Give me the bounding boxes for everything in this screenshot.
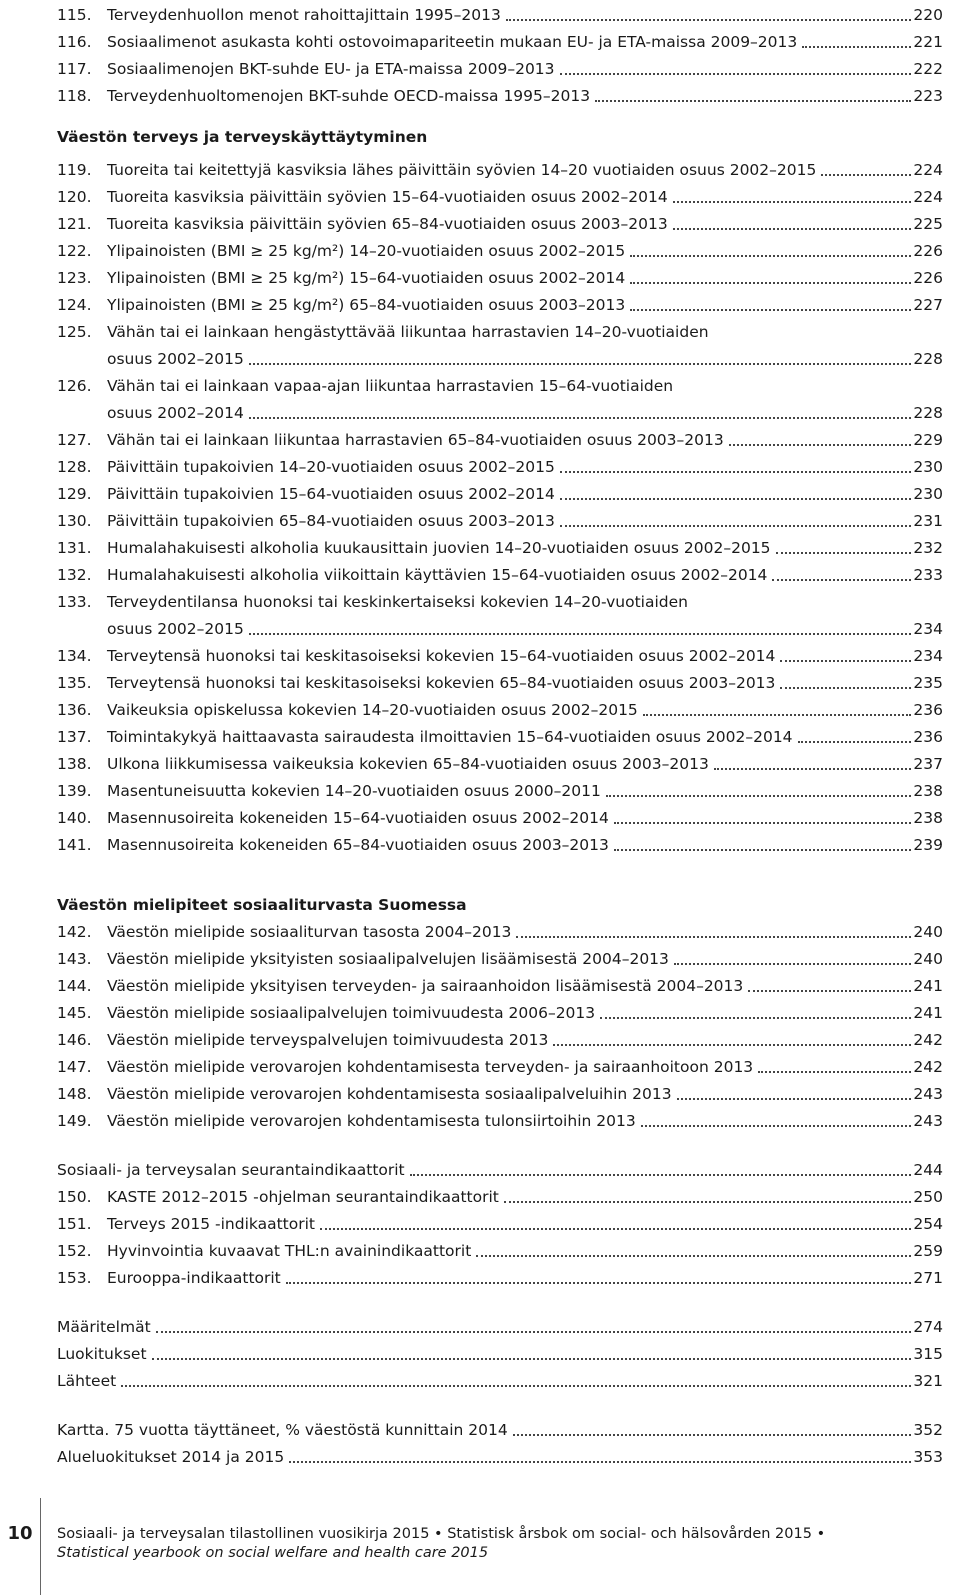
entry-title: Toimintakykyä haittaavasta sairaudesta ilmoittavien 15–64-vuotiaiden osuus 2002–2014 <box>107 728 793 746</box>
entry-title: Kartta. 75 vuotta täyttäneet, % väestöstä kunnittain 2014 <box>57 1421 508 1439</box>
entry-title: Sosiaalimenot asukasta kohti ostovoimapariteetin mukaan EU- ja ETA-maissa 2009–2013 <box>107 33 798 51</box>
toc-entry-143[interactable] <box>57 946 943 973</box>
dot-leader <box>772 579 911 581</box>
dot-leader <box>249 363 912 365</box>
toc-group-appendix <box>57 1314 943 1395</box>
entry-title: Masennusoireita kokeneiden 65–84-vuotiaiden osuus 2003–2013 <box>107 836 609 854</box>
entry-page: 230 <box>913 458 943 476</box>
entry-number: 144. <box>57 977 92 995</box>
entry-number: 125. <box>57 323 92 341</box>
entry-page: 321 <box>913 1372 943 1390</box>
entry-number: 122. <box>57 242 92 260</box>
toc-entry-146[interactable] <box>57 1027 943 1054</box>
entry-number: 138. <box>57 755 92 773</box>
entry-number: 136. <box>57 701 92 719</box>
dot-leader <box>600 1017 911 1019</box>
entry-title: Sosiaali- ja terveysalan seurantaindikaattorit <box>57 1161 405 1179</box>
dot-leader <box>286 1282 912 1284</box>
toc-entry-140[interactable] <box>57 805 943 832</box>
dot-leader <box>553 1044 911 1046</box>
entry-page: 353 <box>913 1448 943 1466</box>
toc-entry-115[interactable] <box>57 2 943 29</box>
dot-leader <box>513 1434 912 1436</box>
toc-entry-144[interactable] <box>57 973 943 1000</box>
entry-title: Masennusoireita kokeneiden 15–64-vuotiaiden osuus 2002–2014 <box>107 809 609 827</box>
dot-leader <box>729 444 912 446</box>
entry-page: 352 <box>913 1421 943 1439</box>
toc-entry-152[interactable] <box>57 1238 943 1265</box>
entry-number: 148. <box>57 1085 92 1103</box>
entry-page: 239 <box>913 836 943 854</box>
running-footer <box>57 1525 825 1563</box>
toc-entry-119[interactable] <box>57 157 943 184</box>
entry-title: Humalahakuisesti alkoholia kuukausittain juovien 14–20-vuotiaiden osuus 2002–2015 <box>107 539 771 557</box>
dot-leader <box>780 660 911 662</box>
entry-title: Sosiaalimenojen BKT-suhde EU- ja ETA-maissa 2009–2013 <box>107 60 555 78</box>
toc-entry-maps[interactable] <box>57 1444 943 1471</box>
entry-number: 130. <box>57 512 92 530</box>
toc-group-health-a <box>57 157 943 319</box>
entry-title: KASTE 2012–2015 -ohjelman seurantaindikaattorit <box>107 1188 499 1206</box>
dot-leader <box>560 471 912 473</box>
entry-page: 225 <box>913 215 943 233</box>
toc-entry-125[interactable] <box>57 319 943 373</box>
entry-number: 147. <box>57 1058 92 1076</box>
toc-entry-118[interactable] <box>57 83 943 110</box>
dot-leader <box>821 174 911 176</box>
toc-group-indicators <box>57 1184 943 1292</box>
toc-entry-129[interactable] <box>57 481 943 508</box>
entry-page: 228 <box>913 350 943 368</box>
entry-title: Väestön mielipide terveyspalvelujen toimivuudesta 2013 <box>107 1031 549 1049</box>
section-heading-health: Väestön terveys ja terveyskäyttäytyminen <box>57 128 428 146</box>
entry-page: 232 <box>913 539 943 557</box>
entry-page: 274 <box>913 1318 943 1336</box>
dot-leader <box>614 822 912 824</box>
entry-page: 254 <box>913 1215 943 1233</box>
toc-group-opinions <box>57 919 943 1135</box>
entry-number: 119. <box>57 161 92 179</box>
entry-page: 259 <box>913 1242 943 1260</box>
entry-title: Ylipainoisten (BMI ≥ 25 kg/m²) 14–20-vuotiaiden osuus 2002–2015 <box>107 242 626 260</box>
entry-page: 237 <box>913 755 943 773</box>
entry-number: 115. <box>57 6 92 24</box>
toc-entry-117[interactable] <box>57 56 943 83</box>
entry-page: 236 <box>913 728 943 746</box>
entry-title: Väestön mielipide sosiaaliturvan tasosta 2004–2013 <box>107 923 512 941</box>
entry-page: 234 <box>913 620 943 638</box>
toc-entry-appendix[interactable] <box>57 1314 943 1341</box>
dot-leader <box>249 417 912 419</box>
toc-entry-appendix[interactable] <box>57 1341 943 1368</box>
entry-title: Terveydentilansa huonoksi tai keskinkertaiseksi kokevien 14–20-vuotiaiden <box>107 593 688 611</box>
entry-number: 142. <box>57 923 92 941</box>
entry-page: 238 <box>913 809 943 827</box>
entry-page: 243 <box>913 1085 943 1103</box>
entry-number: 152. <box>57 1242 92 1260</box>
toc-entry-116[interactable] <box>57 29 943 56</box>
entry-number: 132. <box>57 566 92 584</box>
entry-title: Väestön mielipide yksityisten sosiaalipalvelujen lisäämisestä 2004–2013 <box>107 950 669 968</box>
entry-title: Ylipainoisten (BMI ≥ 25 kg/m²) 15–64-vuotiaiden osuus 2002–2014 <box>107 269 626 287</box>
entry-number: 139. <box>57 782 92 800</box>
entry-number: 131. <box>57 539 92 557</box>
entry-title: Väestön mielipide yksityisen terveyden- ja sairaanhoidon lisäämisestä 2004–2013 <box>107 977 744 995</box>
entry-title: Humalahakuisesti alkoholia viikoittain käyttävien 15–64-vuotiaiden osuus 2002–2014 <box>107 566 768 584</box>
toc-entry-150[interactable] <box>57 1184 943 1211</box>
toc-group-expenditure <box>57 2 943 110</box>
dot-leader <box>802 46 911 48</box>
entry-number: 133. <box>57 593 92 611</box>
toc-entry-134[interactable] <box>57 643 943 670</box>
dot-leader <box>289 1461 911 1463</box>
entry-page: 230 <box>913 485 943 503</box>
dot-leader <box>606 795 912 797</box>
toc-entry-appendix[interactable] <box>57 1368 943 1395</box>
entry-number: 137. <box>57 728 92 746</box>
toc-entry-142[interactable] <box>57 919 943 946</box>
entry-number: 129. <box>57 485 92 503</box>
toc-entry-indicators[interactable] <box>57 1157 943 1184</box>
entry-title: Alueluokitukset 2014 ja 2015 <box>57 1448 285 1466</box>
dot-leader <box>630 309 911 311</box>
dot-leader <box>476 1255 911 1257</box>
toc-entry-137[interactable] <box>57 724 943 751</box>
entry-title: Vähän tai ei lainkaan vapaa-ajan liikuntaa harrastavien 15–64-vuotiaiden <box>107 377 674 395</box>
toc-entry-153[interactable] <box>57 1265 943 1292</box>
dot-leader <box>504 1201 912 1203</box>
entry-number: 143. <box>57 950 92 968</box>
entry-page: 241 <box>913 977 943 995</box>
toc-entry-147[interactable] <box>57 1054 943 1081</box>
dot-leader <box>516 936 911 938</box>
dot-leader <box>798 741 912 743</box>
entry-title-continued: osuus 2002–2015 <box>107 350 244 368</box>
entry-title: Terveydenhuoltomenojen BKT-suhde OECD-maissa 1995–2013 <box>107 87 591 105</box>
dot-leader <box>630 255 911 257</box>
toc-entry-136[interactable] <box>57 697 943 724</box>
section-heading-opinions: Väestön mielipiteet sosiaaliturvasta Suomessa <box>57 896 467 914</box>
entry-page: 223 <box>913 87 943 105</box>
entry-page: 238 <box>913 782 943 800</box>
entry-number: 153. <box>57 1269 92 1287</box>
entry-page: 241 <box>913 1004 943 1022</box>
entry-number: 116. <box>57 33 92 51</box>
entry-number: 140. <box>57 809 92 827</box>
dot-leader <box>249 633 912 635</box>
entry-page: 226 <box>913 269 943 287</box>
dot-leader <box>673 228 912 230</box>
entry-page: 224 <box>913 188 943 206</box>
entry-title-continued: osuus 2002–2015 <box>107 620 244 638</box>
entry-title: Väestön mielipide verovarojen kohdentamisesta tulonsiirtoihin 2013 <box>107 1112 636 1130</box>
dot-leader <box>673 201 912 203</box>
entry-title: Päivittäin tupakoivien 65–84-vuotiaiden osuus 2003–2013 <box>107 512 555 530</box>
dot-leader <box>674 963 912 965</box>
entry-number: 141. <box>57 836 92 854</box>
entry-number: 124. <box>57 296 92 314</box>
dot-leader <box>410 1174 912 1176</box>
dot-leader <box>758 1071 911 1073</box>
entry-page: 227 <box>913 296 943 314</box>
entry-title: Tuoreita kasviksia päivittäin syövien 65–84-vuotiaiden osuus 2003–2013 <box>107 215 668 233</box>
dot-leader <box>560 525 912 527</box>
entry-number: 121. <box>57 215 92 233</box>
entry-title: Vähän tai ei lainkaan hengästyttävää liikuntaa harrastavien 14–20-vuotiaiden <box>107 323 709 341</box>
entry-page: 220 <box>913 6 943 24</box>
entry-number: 145. <box>57 1004 92 1022</box>
entry-number: 128. <box>57 458 92 476</box>
entry-number: 134. <box>57 647 92 665</box>
entry-page: 250 <box>913 1188 943 1206</box>
entry-page: 244 <box>913 1161 943 1179</box>
toc-entry-141[interactable] <box>57 832 943 859</box>
toc-entry-128[interactable] <box>57 454 943 481</box>
entry-title: Tuoreita kasviksia päivittäin syövien 15–64-vuotiaiden osuus 2002–2014 <box>107 188 668 206</box>
entry-page: 315 <box>913 1345 943 1363</box>
toc-entry-123[interactable] <box>57 265 943 292</box>
dot-leader <box>714 768 912 770</box>
toc-group-health-b <box>57 427 943 589</box>
toc-entry-149[interactable] <box>57 1108 943 1135</box>
footer-line-2: Statistical yearbook on social welfare and health care 2015 <box>57 1545 489 1561</box>
footer-line-1: Sosiaali- ja terveysalan tilastollinen vuosikirja 2015 • Statistisk årsbok om social- och hälsovården 2015 • <box>57 1526 826 1542</box>
entry-page: 243 <box>913 1112 943 1130</box>
entry-number: 123. <box>57 269 92 287</box>
toc-entry-148[interactable] <box>57 1081 943 1108</box>
toc-entry-121[interactable] <box>57 211 943 238</box>
entry-title: Terveytensä huonoksi tai keskitasoiseksi kokevien 15–64-vuotiaiden osuus 2002–2014 <box>107 647 776 665</box>
toc-entry-138[interactable] <box>57 751 943 778</box>
entry-title: Terveydenhuollon menot rahoittajittain 1995–2013 <box>107 6 501 24</box>
dot-leader <box>748 990 911 992</box>
toc-entry-maps[interactable] <box>57 1417 943 1444</box>
entry-title: Väestön mielipide sosiaalipalvelujen toimivuudesta 2006–2013 <box>107 1004 596 1022</box>
dot-leader <box>630 282 911 284</box>
dot-leader <box>776 552 912 554</box>
toc-entry-127[interactable] <box>57 427 943 454</box>
toc-entry-135[interactable] <box>57 670 943 697</box>
entry-page: 231 <box>913 512 943 530</box>
dot-leader <box>560 73 912 75</box>
dot-leader <box>780 687 911 689</box>
entry-page: 224 <box>913 161 943 179</box>
toc-entry-130[interactable] <box>57 508 943 535</box>
entry-title: Terveytensä huonoksi tai keskitasoiseksi kokevien 65–84-vuotiaiden osuus 2003–2013 <box>107 674 776 692</box>
entry-page: 242 <box>913 1031 943 1049</box>
entry-page: 240 <box>913 923 943 941</box>
toc-entry-133[interactable] <box>57 589 943 643</box>
dot-leader <box>506 19 912 21</box>
entry-title: Hyvinvointia kuvaavat THL:n avainindikaattorit <box>107 1242 472 1260</box>
entry-title: Väestön mielipide verovarojen kohdentamisesta sosiaalipalveluihin 2013 <box>107 1085 672 1103</box>
entry-page: 235 <box>913 674 943 692</box>
toc-entry-122[interactable] <box>57 238 943 265</box>
entry-page: 222 <box>913 60 943 78</box>
toc-entry-139[interactable] <box>57 778 943 805</box>
entry-title: Masentuneisuutta kokevien 14–20-vuotiaiden osuus 2000–2011 <box>107 782 601 800</box>
entry-page: 228 <box>913 404 943 422</box>
entry-page: 221 <box>913 33 943 51</box>
entry-title: Tuoreita tai keitettyjä kasviksia lähes päivittäin syövien 14–20 vuotiaiden osuus 2002–2015 <box>107 161 817 179</box>
dot-leader <box>643 714 912 716</box>
entry-title: Päivittäin tupakoivien 14–20-vuotiaiden osuus 2002–2015 <box>107 458 555 476</box>
entry-title: Määritelmät <box>57 1318 151 1336</box>
dot-leader <box>677 1098 912 1100</box>
entry-title: Eurooppa-indikaattorit <box>107 1269 281 1287</box>
entry-page: 271 <box>913 1269 943 1287</box>
entry-title: Ylipainoisten (BMI ≥ 25 kg/m²) 65–84-vuotiaiden osuus 2003–2013 <box>107 296 626 314</box>
entry-title: Vähän tai ei lainkaan liikuntaa harrastavien 65–84-vuotiaiden osuus 2003–2013 <box>107 431 724 449</box>
entry-page: 242 <box>913 1058 943 1076</box>
entry-title: Terveys 2015 -indikaattorit <box>107 1215 315 1233</box>
entry-title: Vaikeuksia opiskelussa kokevien 14–20-vuotiaiden osuus 2002–2015 <box>107 701 638 719</box>
toc-entry-151[interactable] <box>57 1211 943 1238</box>
entry-number: 117. <box>57 60 92 78</box>
entry-title: Päivittäin tupakoivien 15–64-vuotiaiden osuus 2002–2014 <box>107 485 555 503</box>
entry-title-continued: osuus 2002–2014 <box>107 404 244 422</box>
dot-leader <box>595 100 911 102</box>
entry-page: 229 <box>913 431 943 449</box>
toc-group-health-c <box>57 643 943 859</box>
dot-leader <box>320 1228 911 1230</box>
entry-title: Väestön mielipide verovarojen kohdentamisesta terveyden- ja sairaanhoitoon 2013 <box>107 1058 754 1076</box>
toc-entry-126[interactable] <box>57 373 943 427</box>
page-number: 10 <box>7 1523 33 1544</box>
toc-entry-131[interactable] <box>57 535 943 562</box>
entry-number: 150. <box>57 1188 92 1206</box>
entry-number: 127. <box>57 431 92 449</box>
toc-entry-145[interactable] <box>57 1000 943 1027</box>
entry-page: 233 <box>913 566 943 584</box>
entry-number: 151. <box>57 1215 92 1233</box>
dot-leader <box>560 498 912 500</box>
entry-page: 240 <box>913 950 943 968</box>
entry-title: Ulkona liikkumisessa vaikeuksia kokevien 65–84-vuotiaiden osuus 2003–2013 <box>107 755 709 773</box>
entry-number: 126. <box>57 377 92 395</box>
dot-leader <box>121 1385 911 1387</box>
dot-leader <box>641 1125 912 1127</box>
entry-page: 226 <box>913 242 943 260</box>
entry-page: 236 <box>913 701 943 719</box>
entry-number: 135. <box>57 674 92 692</box>
footer-divider <box>40 1498 41 1595</box>
toc-entry-132[interactable] <box>57 562 943 589</box>
entry-number: 149. <box>57 1112 92 1130</box>
dot-leader <box>614 849 912 851</box>
toc-entry-120[interactable] <box>57 184 943 211</box>
entry-title: Lähteet <box>57 1372 117 1390</box>
entry-number: 118. <box>57 87 92 105</box>
toc-group-maps <box>57 1417 943 1471</box>
entry-number: 146. <box>57 1031 92 1049</box>
dot-leader <box>152 1358 912 1360</box>
dot-leader <box>156 1331 912 1333</box>
entry-page: 234 <box>913 647 943 665</box>
table-of-contents <box>57 2 943 1471</box>
toc-entry-124[interactable] <box>57 292 943 319</box>
entry-number: 120. <box>57 188 92 206</box>
entry-title: Luokitukset <box>57 1345 147 1363</box>
